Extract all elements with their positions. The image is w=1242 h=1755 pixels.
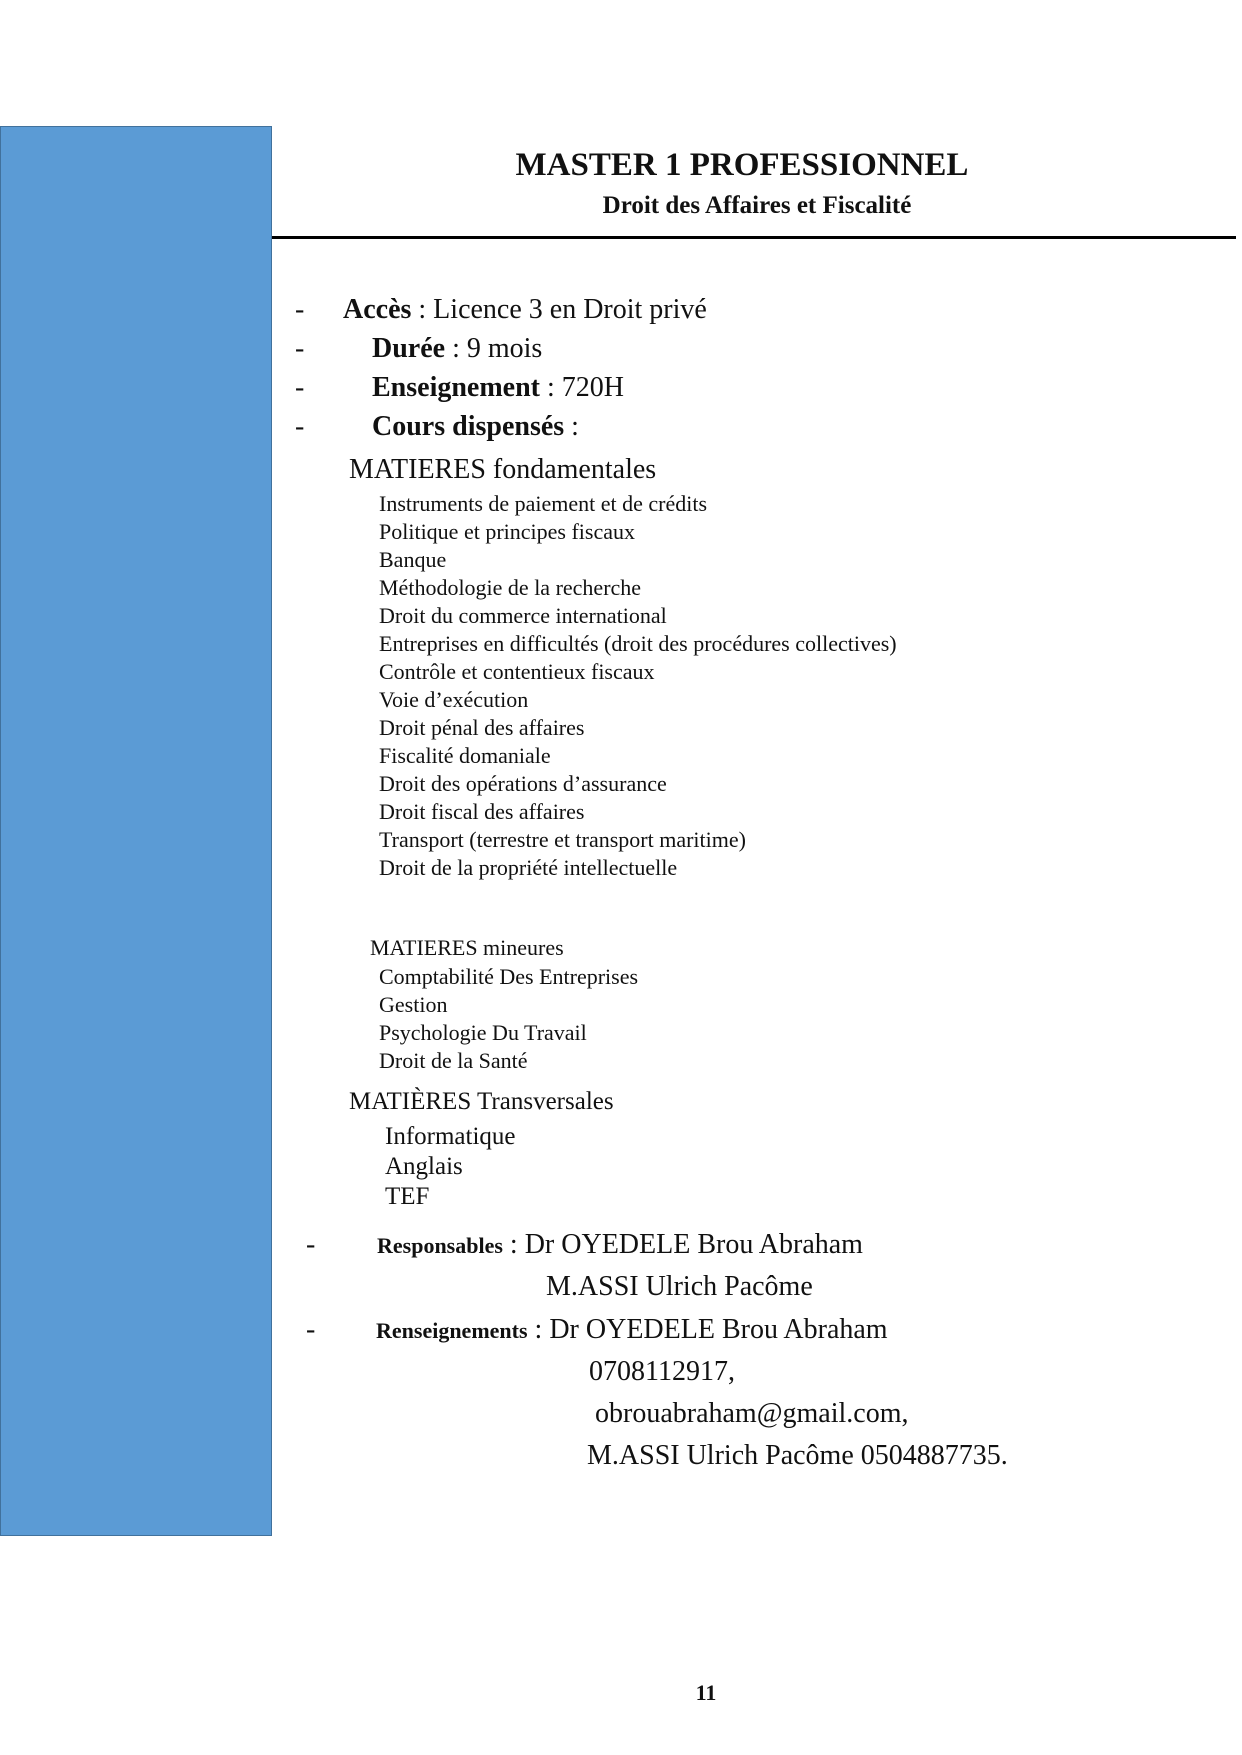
- transversal-heading: MATIÈRES Transversales: [349, 1088, 614, 1115]
- list-item: Transport (terrestre et transport maritime): [379, 827, 746, 852]
- responsables-separator: :: [502, 1229, 525, 1260]
- courses-value: :: [564, 411, 579, 442]
- bullet-dash: -: [306, 1229, 316, 1260]
- teaching-line: [372, 371, 624, 405]
- contact-phone: 0708112917,: [589, 1356, 735, 1387]
- list-item: Instruments de paiement et de crédits: [379, 491, 708, 516]
- list-item: Contrôle et contentieux fiscaux: [379, 659, 655, 684]
- bullet-dash: -: [306, 1314, 316, 1345]
- list-item: Droit des opérations d’assurance: [379, 771, 667, 796]
- access-line: [343, 293, 707, 327]
- duration-line: [372, 332, 542, 366]
- courses-line: [372, 410, 579, 444]
- list-item: Informatique: [385, 1123, 516, 1150]
- header-divider: [272, 236, 1236, 239]
- decorative-sidebar: [0, 126, 272, 1536]
- fundamentals-list: [379, 490, 897, 882]
- list-item: Banque: [379, 547, 447, 572]
- list-item: Droit pénal des affaires: [379, 715, 585, 740]
- renseignements-line: [376, 1313, 888, 1348]
- list-item: Méthodologie de la recherche: [379, 575, 642, 600]
- teaching-value: : 720H: [540, 372, 624, 403]
- teaching-label: Enseignement: [372, 372, 540, 403]
- access-value: : Licence 3 en Droit privé: [411, 294, 707, 325]
- responsable-primary: Dr OYEDELE Brou Abraham: [524, 1229, 863, 1260]
- bullet-dash: -: [295, 294, 305, 325]
- renseignements-separator: :: [527, 1314, 550, 1345]
- responsables-label: Responsables: [377, 1233, 503, 1258]
- list-item: Comptabilité Des Entreprises: [379, 964, 639, 989]
- contact-name: Dr OYEDELE Brou Abraham: [549, 1314, 888, 1345]
- bullet-dash: -: [295, 333, 305, 364]
- duration-value: : 9 mois: [445, 333, 543, 364]
- page-number: 11: [695, 1680, 717, 1705]
- contact-email: obrouabraham@gmail.com,: [595, 1398, 909, 1429]
- page-title: MASTER 1 PROFESSIONNEL: [515, 147, 969, 183]
- duration-label: Durée: [372, 333, 446, 364]
- access-label: Accès: [343, 294, 412, 325]
- list-item: Voie d’exécution: [379, 687, 529, 712]
- contact-secondary: M.ASSI Ulrich Pacôme 0504887735.: [587, 1440, 1008, 1471]
- list-item: Droit de la Santé: [379, 1048, 528, 1073]
- renseignements-label: Renseignements: [376, 1318, 528, 1343]
- list-item: Fiscalité domaniale: [379, 743, 551, 768]
- list-item: Anglais: [385, 1153, 463, 1180]
- responsable-secondary: M.ASSI Ulrich Pacôme: [546, 1271, 813, 1302]
- bullet-dash: -: [295, 411, 305, 442]
- list-item: Politique et principes fiscaux: [379, 519, 635, 544]
- minors-list: [379, 963, 638, 1075]
- page-subtitle: Droit des Affaires et Fiscalité: [602, 192, 912, 219]
- responsables-line: [377, 1228, 863, 1263]
- list-item: TEF: [385, 1183, 430, 1210]
- fundamentals-heading: MATIERES fondamentales: [349, 454, 657, 485]
- courses-label: Cours dispensés: [372, 411, 565, 442]
- list-item: Psychologie Du Travail: [379, 1020, 587, 1045]
- list-item: Droit fiscal des affaires: [379, 799, 585, 824]
- list-item: Gestion: [379, 992, 448, 1017]
- list-item: Entreprises en difficultés (droit des procédures collectives): [379, 631, 897, 656]
- transversal-list: [385, 1122, 516, 1212]
- minors-heading: MATIERES mineures: [370, 935, 564, 960]
- list-item: Droit de la propriété intellectuelle: [379, 855, 678, 880]
- bullet-dash: -: [295, 372, 305, 403]
- list-item: Droit du commerce international: [379, 603, 667, 628]
